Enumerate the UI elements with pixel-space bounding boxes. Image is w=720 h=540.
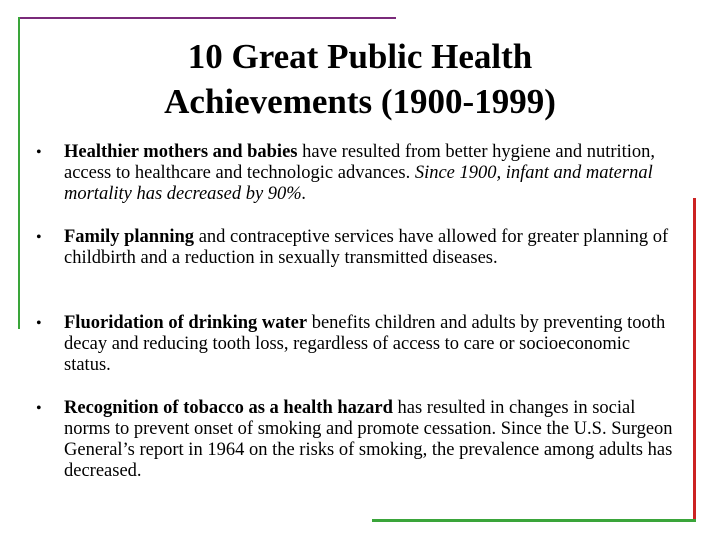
bullet-dot: •	[36, 229, 42, 246]
right-accent-line	[693, 198, 696, 522]
bullet-dot: •	[36, 315, 42, 332]
slide-title	[0, 34, 720, 124]
bullet-body: benefits children and adults by preventing tooth decay and reducing tooth loss, regardless of access to care or socioeconomic status.	[64, 313, 666, 375]
slide-title-line-1: 10 Great Public Health	[187, 37, 533, 76]
bullet-text	[64, 398, 676, 482]
bullet-dot: •	[36, 400, 42, 417]
bottom-accent-line	[372, 519, 696, 522]
bullet-dot: •	[36, 144, 42, 161]
bullet-item	[36, 313, 676, 376]
bullet-text	[64, 227, 676, 269]
bullet-text	[64, 142, 676, 205]
bullet-text	[64, 313, 676, 376]
bullet-bold-lead: Healthier mothers and babies	[64, 142, 298, 162]
top-accent-line	[18, 17, 396, 19]
bullet-item	[36, 398, 676, 482]
bullet-italic-note: Since 1900, infant and maternal mortality has decreased by 90%.	[64, 163, 653, 204]
bullet-bold-lead: Family planning	[64, 227, 195, 247]
bullet-body: and contraceptive services have allowed for greater planning of childbirth and a reduction in sexually transmitted diseases.	[64, 227, 669, 268]
slide-title-line-2: Achievements (1900-1999)	[164, 82, 556, 121]
bullet-bold-lead: Recognition of tobacco as a health hazard	[64, 398, 393, 418]
bullet-item	[36, 227, 676, 269]
bullet-body: has resulted in changes in social norms to prevent onset of smoking and promote cessation. Since the U.S. Surgeon General’s report in 1964 on the risks of smoking, the prevalence among adults has decreased.	[64, 398, 673, 481]
bullet-item	[36, 142, 676, 205]
bullet-bold-lead: Fluoridation of drinking water	[64, 313, 308, 333]
bullet-body: have resulted from better hygiene and nutrition, access to healthcare and technologic advances.	[64, 142, 656, 183]
